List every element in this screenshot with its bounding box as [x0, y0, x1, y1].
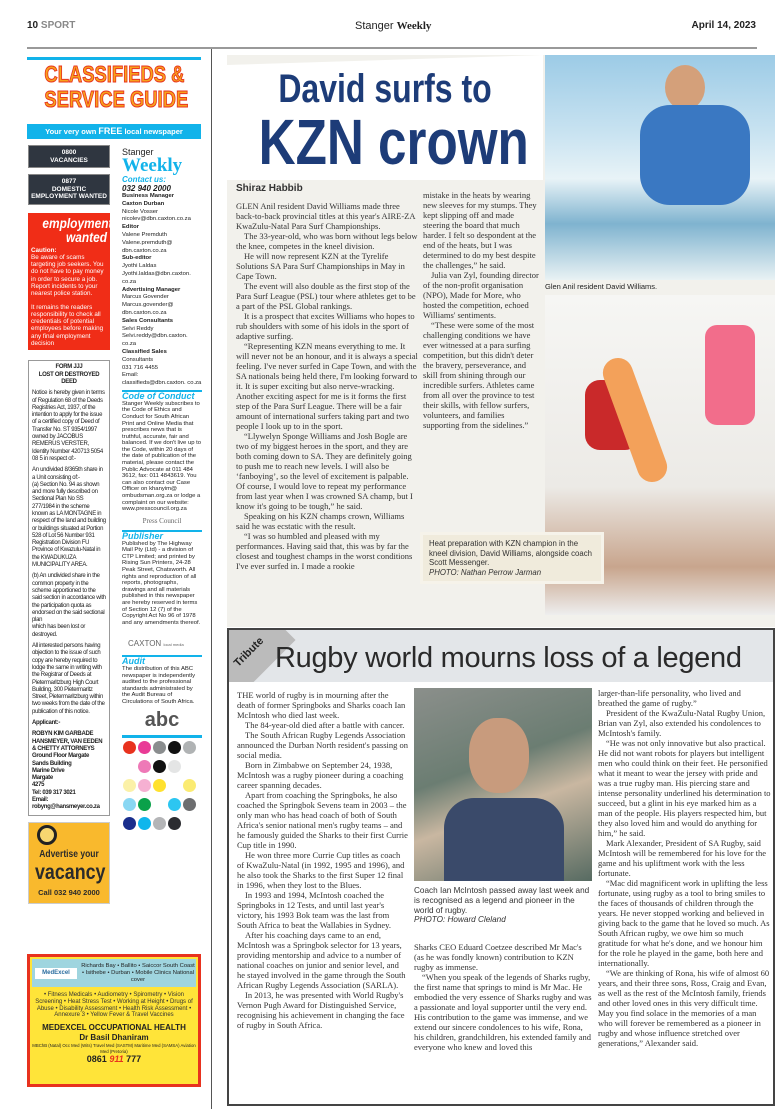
- color-swatch: [138, 798, 151, 811]
- tribute-article: [227, 628, 775, 1106]
- staff-detail: Consultants: [122, 356, 154, 363]
- publisher-heading: Publisher: [122, 530, 202, 541]
- color-swatch: [153, 741, 166, 754]
- color-swatch: [183, 741, 196, 754]
- advertise-line2: vacancy: [35, 860, 106, 884]
- surf-column-1: [236, 201, 418, 571]
- category-code: 0800: [61, 149, 77, 156]
- paragraph: In 1993 and 1994, McIntosh coached the Springboks in 12 Tests, and until last year's victory, his 1993 Bok team was the last from South Africa to beat the Wallabies in Sydney.: [237, 890, 391, 930]
- staff-detail: Valene.premduth@ dbn.caxton.co.za: [122, 239, 173, 254]
- paragraph: “Llywelyn Sponge Williams and Josh Bogle are two of my biggest heroes in the sport, and they are both coming down to SA. They are definitely going to push me to reach new levels. I will also be ‘fanboying’, so the level of excitement is palpable. Of course, I would love to repeat my performance from last year when I was crowned SA champ, but I know it's going to be tough,” he said.: [236, 431, 413, 511]
- press-council-logo: Press Council: [142, 516, 182, 525]
- staff-role: Sub-editor: [122, 255, 152, 262]
- photo-caption-1: Glen Anil resident David Williams.: [545, 282, 658, 291]
- applicant-line: HANSMEYER, VAN EEDEN & CHETTY ATTORNEYS: [32, 738, 103, 752]
- color-swatch: [123, 741, 136, 754]
- issue-date: April 14, 2023: [691, 20, 756, 31]
- deed-notice: [28, 360, 110, 815]
- notice-title2: LOST OR DESTROYED DEED: [38, 371, 100, 385]
- paragraph: The 84-year-old died after a battle with cancer.: [245, 720, 405, 730]
- magnifier-icon: [37, 825, 57, 845]
- staff-detail: Marcus.govender@ dbn.caxton.co.za: [122, 302, 174, 316]
- classifieds-banner: [27, 57, 201, 139]
- notice-objection: All interested persons having objection to the issue of such copy are hereby required to lodge the same in writing with the Registrar of Deeds at Pietermaritzburg High Court Building, 300 Pietermaritz Street, Pietermaritzburg within two weeks from the date of the publication of this notice.: [32, 643, 105, 715]
- classifieds-title-line1: CLASSIFIEDS &: [44, 61, 185, 87]
- employment-wanted-title: [42, 214, 113, 245]
- color-swatch: [183, 760, 196, 773]
- classifieds-title: [44, 61, 189, 112]
- title-line1: employment: [42, 214, 113, 231]
- paragraph: It is a prospect that excites Williams who hopes to rub shoulders with some of his idols in the sport of adaptive surfing.: [236, 311, 415, 341]
- color-swatch: [168, 817, 181, 830]
- contact-label: Contact us:: [122, 175, 166, 184]
- surf-column-2: [423, 190, 541, 430]
- medexcel-name: MEDEXCEL OCCUPATIONAL HEALTH: [42, 1023, 186, 1033]
- paragraph: “These were some of the most challenging conditions we have ever witnessed at a para surfing competition, but this didn't deter the bravery, perseverance, and skill from shining through our incredible surfers. Athletes came from all over the province to test their skills, with fellow surfers, volunteers, and families supporting from the sidelines.”: [423, 320, 535, 430]
- advertise-line1: Advertise your: [39, 848, 99, 860]
- color-swatch: [153, 798, 166, 811]
- medexcel-services: • Fitness Medicals • Audiometry • Spirometry • Vision Screening • Heat Stress Test • Working at Height • Drugs of Abuse • Disability Assessment • Health Risk Assessment • Annexure 3 • Yellow Fever & Travel Vaccines: [35, 992, 193, 1019]
- advertise-vacancy-ad[interactable]: [28, 822, 110, 904]
- mcintosh-photo: [414, 688, 592, 881]
- masthead-a: Stanger: [355, 20, 397, 32]
- staff-role: Sales Consultants: [122, 317, 174, 324]
- color-swatch: [138, 741, 151, 754]
- advertise-phone: Call 032 940 2000: [38, 887, 100, 897]
- photo-caption-2: [423, 535, 601, 581]
- notice-share: An undivided 8/365th share in a Unit consisting of:-: [32, 467, 103, 481]
- tribute-column-1: [237, 690, 409, 1030]
- paragraph: The South African Rugby Legends Association announced the Durban North resident's passing on social media.: [237, 730, 409, 760]
- staff-role: Caxton Durban: [122, 200, 165, 207]
- category-label: DOMESTIC EMPLOYMENT WANTED: [31, 185, 107, 200]
- paragraph: President of the KwaZulu-Natal Rugby Union, Brian van Zyl, also extended his condolences to McIntosh's family.: [598, 708, 766, 738]
- tribute-caption-credit: PHOTO: Howard Cleland: [414, 915, 506, 925]
- tribute-tag: Tribute: [231, 634, 267, 670]
- applicant-details: [32, 731, 106, 811]
- brand-stanger: Stanger: [122, 147, 154, 157]
- surf-article: [227, 55, 775, 627]
- staff-detail: nicolev@dbn.caxton.co.za: [122, 216, 191, 223]
- tribute-caption: [414, 886, 594, 925]
- color-swatch: [123, 779, 136, 792]
- caution-label: Caution:: [31, 246, 57, 254]
- paragraph: THE world of rugby is in mourning after the death of former Springboks and Sharks coach Ian McIntosh who died last week.: [237, 690, 406, 720]
- notice-title1: FORM JJJ: [55, 364, 83, 371]
- tribute-caption-text: Coach Ian McIntosh passed away last week and is recognised as a legend and pioneer in the world of rugby.: [414, 886, 590, 915]
- color-swatch: [153, 760, 166, 773]
- tribute-column-2: [414, 942, 592, 1052]
- staff-detail: 031 716 4455: [122, 364, 159, 371]
- paragraph: Born in Zimbabwe on September 24, 1938, McIntosh was a rugby pioneer during a coaching career spanning decades.: [237, 760, 404, 790]
- color-swatch: [123, 817, 136, 830]
- medexcel-doctor: Dr Basil Dhaniram: [79, 1033, 149, 1043]
- column-divider: [211, 49, 212, 1109]
- publisher-text: Published by The Highway Mail Pty (Ltd) - a division of CTP Limited; and printed by Rising Sun Printers, 24-28 Peak Street, Chatsworth. All rights and reproduction of all reports, photographs, drawings and all materials published in this newspaper are hereby reserved in terms of Section 12 (7) of the Copyright Act No 96 of 1978 and any amendments thereof.: [122, 540, 201, 626]
- staff-role: Editor: [122, 224, 140, 231]
- paragraph: The 33-year-old, who was born without legs below the knee, competes in the kneel division.: [236, 231, 418, 251]
- phone-b: 911: [109, 1054, 124, 1065]
- section-label: SPORT: [40, 20, 76, 31]
- staff-detail: classifieds@dbn.caxton. co.za: [122, 380, 202, 387]
- paragraph: “I was so humbled and pleased with my performances. Having said that, this was by far the closest and toughest champs in the worst conditions I've ever surfed in. I made a rookie: [236, 531, 413, 571]
- classifieds-tagline: [27, 124, 201, 139]
- header-rule: [27, 47, 757, 49]
- caxton-sub: local media: [163, 642, 184, 648]
- applicant-line: Margate: [32, 775, 53, 782]
- staff-detail: Email:: [122, 372, 139, 379]
- tribute-headline: Rugby world mourns loss of a legend: [275, 642, 742, 674]
- color-swatch: [183, 798, 196, 811]
- paragraph: Speaking on his KZN champs crown, Williams said he was ecstatic with the result.: [236, 511, 405, 531]
- staff-role: Advertising Manager: [122, 286, 181, 293]
- phone-c: 777: [123, 1054, 142, 1065]
- tribute-header: [229, 630, 773, 682]
- surf-headline: [227, 67, 543, 178]
- staff-role: Business Manager: [122, 193, 175, 199]
- paragraph: After his coaching days came to an end, McIntosh was a Springbok selector for 13 years, providing mentorship and advice to a number of national coaches on junior and senior level, and he stayed involved in the game through the South African Rugby Legends Association (SARLA).: [237, 930, 406, 990]
- caxton-logo: [128, 640, 202, 649]
- applicant-line: Ground Floor Margate Sands Building: [32, 753, 90, 767]
- classifieds-title-line2: SERVICE GUIDE: [44, 86, 189, 112]
- medexcel-logo: MedExcel: [35, 968, 77, 979]
- paragraph: The event will also double as the first stop of the Para Surf League (PSL) tour where athletes get to be a part of the PSL Global rankings.: [236, 281, 416, 311]
- paragraph: In 2013, he was presented with World Rugby's Vernon Pugh Award for Distinguished Service, recognising his achievement in changing the face of rugby in South Africa.: [237, 990, 405, 1030]
- tagline-free: FREE: [98, 126, 123, 136]
- staff-detail: Selvi Reddy: [122, 325, 154, 332]
- paragraph: larger-than-life personality, who lived and breathed the game of rugby.”: [598, 688, 741, 708]
- paragraph: “When you speak of the legends of Sharks rugby, the first name that springs to mind is Mr Mac. He embodied the very essence of Sharks rugby and was a passionate and loyal supporter until the very end. His contribution to the game was immense, and we extend our sincere condolences to his wife, Rona, his children, grandchildren, his extended family and everyone who knew and loved this: [414, 972, 592, 1052]
- color-swatch: [168, 741, 181, 754]
- staff-detail: Selvi.reddy@dbn.caxton. co.za: [122, 333, 188, 348]
- classifieds-column: [28, 145, 113, 904]
- notice-lost: which has been lost or destroyed.: [32, 624, 86, 638]
- paragraph: mistake in the heats by wearing new sleeves for my stumps. They kept slipping off and made steering the board that much harder. I felt so despondent at the end of the heats, but I was determined to do my best despite the challenges,” he said.: [423, 190, 537, 270]
- color-swatch: [138, 760, 151, 773]
- code-of-conduct-text: Stanger Weekly subscribes to the Code of Ethics and Conduct for South African Print and Online Media that prescribes news that is truthful, accurate, fair and balanced. If we don't live up to the Code, within 20 days of the date of publication of the material, please contact the Public Advocate at 011 484 3612, fax: 011 4843619. You can also contact our Case Officer on khanyim@ ombudsman.org.za or lodge a complaint on our website: www.presscouncil.org.za: [122, 400, 202, 513]
- paragraph: “We are thinking of Rona, his wife of almost 60 years, and their three sons, Ross, Craig and Evan, as well as the rest of the McIntosh family, friends and other loved ones in this very difficult time. May you find solace in the memories of a man who will forever be remembered as a pioneer in rugby and whose influence stretched over generations,” Alexander said.: [598, 968, 770, 1048]
- masthead-b: Weekly: [396, 20, 432, 32]
- color-swatch: [168, 760, 181, 773]
- paragraph: “Representing KZN means everything to me. It will never not be an honour, and it is always a special feeling. I've never surfed in Cape Town, and with the SA nationals being held there, I'm looking forward to it. It is super exciting but also nerve-wracking. Another exciting aspect for me is it forms the first step of the Para Surf League. There will be a fair amount of international surfers taking part and two people I look up to in the sport.: [236, 341, 418, 431]
- masthead: [355, 20, 431, 32]
- staff-list: [122, 193, 202, 388]
- contact-phone: 032 940 2000: [122, 184, 171, 193]
- notice-title: [32, 364, 106, 386]
- medexcel-header: [32, 959, 196, 987]
- abc-logo: abc: [144, 709, 180, 732]
- applicant-line: Tel: 039 317 3021: [32, 789, 76, 796]
- color-swatch: [168, 798, 181, 811]
- medexcel-areas: Richards Bay • Ballito • Saiccor South Coast • Isithebe • Durban • Mobile Clinics National cover: [81, 962, 195, 983]
- color-registration-chart: [122, 735, 202, 834]
- notice-item-a: (a) Section No. 94 as shown and more fully described on Sectional Plan No SS 277/1984 in the scheme known as LA MONTAGNE in respect of the land and building or buildings situated at Portion 528 of Lot 56 Number 931 Registration Division FU Province of Kwazulu-Natal in the KWADUKUZA MUNICIPALITY AREA.: [32, 481, 106, 569]
- applicant-line: Email: robyng@hansmeyer.co.za: [32, 796, 100, 811]
- color-swatch: [183, 779, 196, 792]
- caution-text: Be aware of scams targeting job seekers. You do not have to pay money in order to secure a job. Report incidents to your nearest police station.: [31, 253, 104, 298]
- category-box-domestic[interactable]: [28, 174, 110, 205]
- color-swatch: [168, 779, 181, 792]
- applicant-label: Applicant:-: [32, 720, 61, 727]
- category-box-vacancies[interactable]: [28, 145, 110, 168]
- paragraph: “Mac did magnificent work in uplifting the less fortunate, using rugby as a tool to bring smiles to the faces of thousands of children through the years. He never stopped working and believed in giving back to the game that he loved so much. As South African rugby, we owe him so much gratitude for what he's done, and we honour him for the role he played in the game, both here and internationally.: [598, 878, 770, 968]
- staff-detail: Jyothi.laldas@dbn.caxton. co.za: [122, 270, 191, 285]
- paragraph: Julia van Zyl, founding director of the non-profit organisation (NPO), Made for More, who hosted the competition, echoed Williams' sentiments.: [423, 270, 539, 320]
- color-swatch: [123, 798, 136, 811]
- paragraph: Apart from coaching the Springboks, he also coached the Springbok Sevens team in 2003 – the only man who has head coach of both of South Africa's senior national men's rugby teams – and he famously guided the Sharks to their first Currie Cup title in 1990.: [237, 790, 408, 850]
- staff-role: Classified Sales: [122, 348, 167, 355]
- paragraph: He will now represent KZN at the Tyrelife Solutions SA Para Surf Championships in May in Cape Town.: [236, 251, 405, 281]
- phone-a: 0861: [86, 1054, 110, 1065]
- applicant-line: 4275: [32, 782, 45, 789]
- category-label: VACANCIES: [50, 156, 88, 164]
- photo-subject-wetsuit: [640, 105, 750, 205]
- tagline-c: local newspaper: [122, 127, 183, 136]
- notice-intro: Notice is hereby given in terms of Regulation 68 of the Deeds Registries Act, 1937, of the intention to apply for the issue of a certified copy of Deed of Transfer No. ST 9354/1997 owned by JACOBUS REMERUS VERSTER, Identity Number 420713 5054 08 5 in respect of:-: [32, 390, 105, 462]
- paragraph: “He was not only innovative but also practical. He did not want robots for players but intelligent men who could think on their feet. He personified what it meant to wear the jersey with pride and was a true rugby man. His piercing stare and intense personality underlined his determination to succeed, but a glint in his eye marked him as a man of the people. His players respected him, but they also loved him and would do anything for him,” he said.: [598, 738, 771, 838]
- photo-subject-face: [469, 718, 529, 793]
- audit-text: The distribution of this ABC newspaper is independently audited to the professional standards administrated by the Audit Bureau of Circulations of South Africa.: [122, 665, 196, 705]
- color-swatch: [153, 779, 166, 792]
- caxton-word: CAXTON: [128, 639, 162, 649]
- color-swatch: [138, 817, 151, 830]
- tribute-column-3: [598, 688, 772, 1048]
- paragraph: He won three more Currie Cup titles as coach of KwaZulu-Natal (in 1992, 1995 and 1996), and he also took the Sharks to the first Super 12 final in 1996, when they lost to the Blues.: [237, 850, 405, 890]
- color-swatch: [138, 779, 151, 792]
- code-of-conduct-heading: Code of Conduct: [122, 390, 202, 401]
- caution-note: It remains the readers responsibility to check all credentials of potential employees before making any final employment decision: [31, 303, 104, 348]
- byline: Shiraz Habbib: [236, 183, 303, 194]
- title-line2: wanted: [66, 228, 107, 245]
- applicant-line: Marine Drive: [32, 767, 65, 774]
- staff-detail: Nicole Vosser: [122, 208, 159, 215]
- color-swatch: [123, 760, 136, 773]
- tagline-a: Your very own: [45, 127, 99, 136]
- headline-line2: KZN crown: [258, 106, 529, 178]
- paragraph: GLEN Anil resident David Williams made three back-to-back provincial titles at this year's AIRE-ZA KwaZulu-Natal Para Surf Championships.: [236, 201, 416, 231]
- surfer-photo: [545, 55, 775, 280]
- category-code: 0877: [61, 178, 77, 185]
- audit-heading: Audit: [122, 655, 202, 666]
- coach-figure: [705, 325, 755, 425]
- staff-column: [122, 148, 202, 834]
- page-number-section: [27, 20, 75, 31]
- photo-subject-head: [665, 65, 705, 110]
- employment-wanted-box: [28, 213, 113, 351]
- brand-weekly: Weekly: [122, 155, 183, 176]
- notice-item-b: (b) An undivided share in the common property in the scheme apportioned to the said section in accordance with the participation quota as endorsed on the said sectional plan: [32, 573, 106, 624]
- caption-2-text: Heat preparation with KZN champion in the kneel division, David Williams, alongside coach Scott Messenger.: [429, 539, 592, 567]
- medexcel-qualifications: MBChB (Natal) Occ Med (Wits) Travel Med (SASTM) Maritime Med (SAMSA) Aviation Med (Pretoria): [32, 1043, 196, 1054]
- staff-detail: Marcus Govender: [122, 294, 169, 301]
- caption-2-credit: PHOTO: Nathan Perrow Jarman: [429, 567, 542, 577]
- applicant-line: ROBYN KIM GARBADE: [32, 731, 94, 738]
- medexcel-phone[interactable]: [32, 1054, 196, 1065]
- color-swatch: [153, 817, 166, 830]
- staff-detail: Valene Premduth: [122, 231, 168, 238]
- staff-detail: Jyothi Laldas: [122, 263, 157, 270]
- paragraph: Mark Alexander, President of SA Rugby, said McIntosh will be remembered for his love for the game and his upliftment work with the less fortunate.: [598, 838, 767, 878]
- paragraph: Sharks CEO Eduard Coetzee described Mr Mac's (as he was fondly known) contribution to KZN rugby as immense.: [414, 942, 582, 972]
- photo-subject-body: [444, 798, 564, 881]
- medexcel-ad[interactable]: [27, 954, 201, 1087]
- page-number: 10: [27, 20, 39, 31]
- headline-line1: David surfs to: [278, 67, 492, 111]
